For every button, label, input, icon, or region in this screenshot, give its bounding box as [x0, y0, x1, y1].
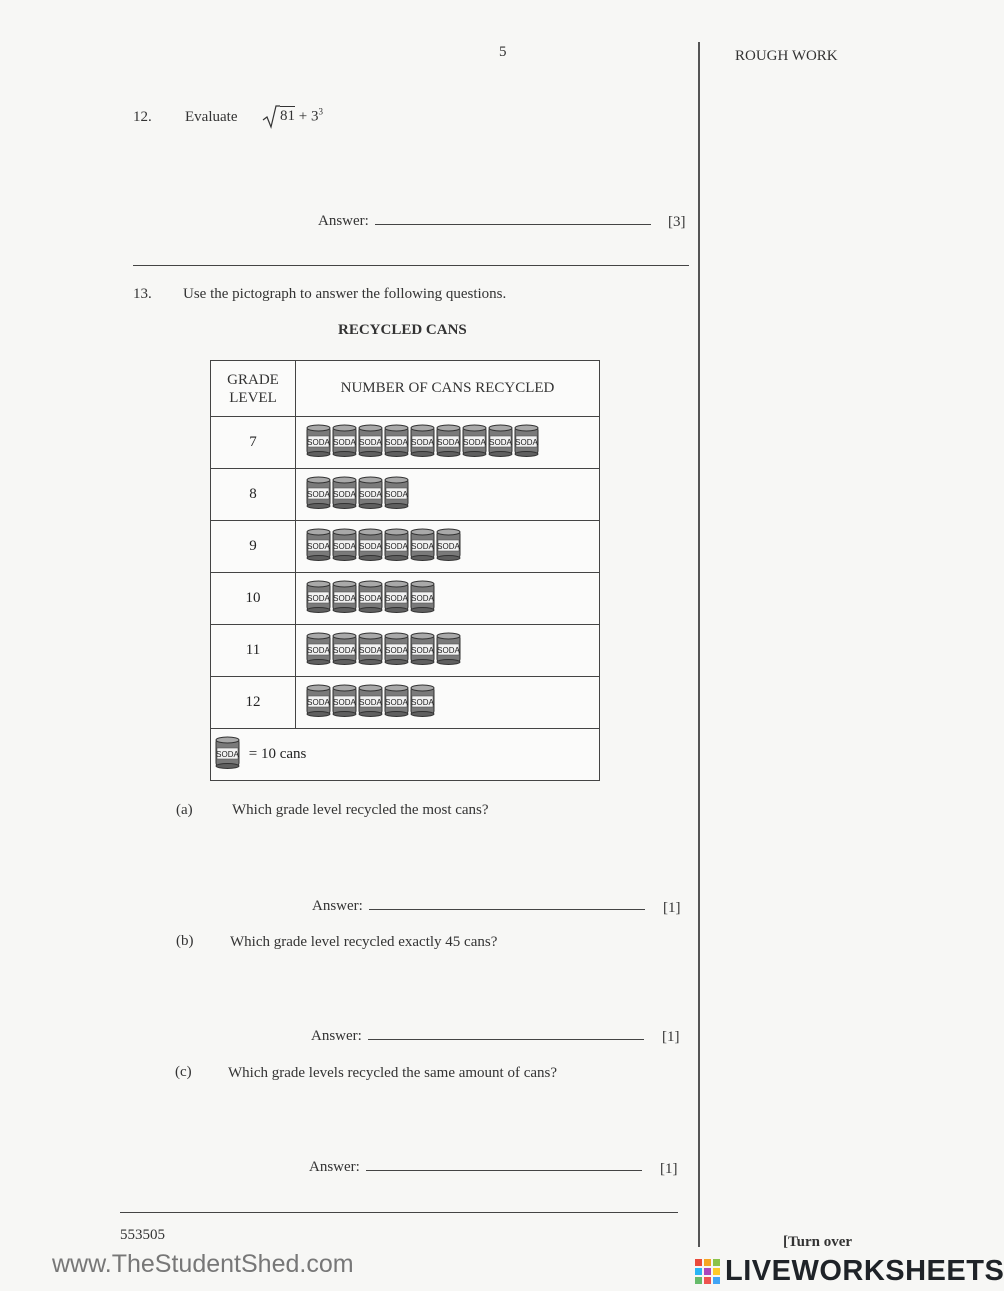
svg-text:SODA: SODA — [307, 437, 330, 447]
turn-over-text: [Turn over — [783, 1234, 853, 1250]
svg-text:SODA: SODA — [333, 541, 356, 551]
section-divider — [133, 265, 689, 266]
margin-divider — [698, 42, 700, 1247]
svg-text:SODA: SODA — [307, 541, 330, 551]
svg-text:SODA: SODA — [333, 437, 356, 447]
grade-level-cell: 8 — [211, 469, 296, 521]
svg-text:SODA: SODA — [307, 489, 330, 499]
svg-text:SODA: SODA — [385, 645, 408, 655]
q12-answer-line[interactable] — [375, 212, 651, 225]
svg-text:SODA: SODA — [463, 437, 486, 447]
svg-text:SODA: SODA — [411, 697, 434, 707]
part-b-answer-line[interactable] — [368, 1027, 644, 1040]
svg-text:SODA: SODA — [515, 437, 538, 447]
soda-can-icon — [306, 528, 331, 566]
chart-title: RECYCLED CANS — [338, 322, 467, 338]
soda-can-icon — [306, 580, 331, 618]
soda-can-icon — [332, 528, 357, 566]
svg-text:SODA: SODA — [359, 541, 382, 551]
q12-expression — [262, 104, 323, 130]
part-c-answer-line[interactable] — [366, 1158, 642, 1171]
svg-text:SODA: SODA — [411, 593, 434, 603]
soda-can-icon — [410, 684, 435, 722]
svg-text:SODA: SODA — [385, 541, 408, 551]
q12-answer-row — [318, 212, 651, 230]
part-b-label: (b) — [176, 933, 194, 949]
soda-can-icon — [384, 424, 409, 462]
svg-text:SODA: SODA — [437, 645, 460, 655]
grade-level-cell: 12 — [211, 677, 296, 729]
svg-text:SODA: SODA — [385, 489, 408, 499]
key-text: = 10 cans — [248, 745, 307, 762]
part-c-label: (c) — [175, 1064, 192, 1080]
cans-recycled-header: NUMBER OF CANS RECYCLED — [296, 361, 600, 417]
svg-text:SODA: SODA — [437, 541, 460, 551]
svg-text:SODA: SODA — [333, 645, 356, 655]
sqrt-symbol-icon — [262, 104, 280, 130]
svg-text:SODA: SODA — [489, 437, 512, 447]
soda-can-icon — [358, 580, 383, 618]
half-soda-can-icon — [410, 580, 434, 618]
grade-level-cell: 10 — [211, 573, 296, 625]
q12-exponent: 3 — [318, 106, 323, 117]
grade-level-cell: 9 — [211, 521, 296, 573]
pictograph-row — [211, 573, 600, 625]
part-a-answer-line[interactable] — [369, 897, 645, 910]
soda-can-icon — [306, 424, 331, 462]
soda-can-icon — [358, 684, 383, 722]
soda-can-icon — [306, 684, 331, 722]
part-c-question: Which grade levels recycled the same amount of cans? — [228, 1065, 558, 1081]
part-b-answer-row — [311, 1027, 644, 1045]
soda-can-icon — [384, 528, 409, 566]
rough-work-heading: ROUGH WORK — [735, 48, 838, 64]
liveworksheets-brand: LIVEWORKSHEETS — [725, 1255, 1004, 1287]
pictograph-table — [210, 360, 600, 781]
pictograph-row — [211, 625, 600, 677]
svg-text:SODA: SODA — [359, 697, 382, 707]
soda-can-icon — [436, 424, 461, 462]
page-number: 5 — [499, 44, 507, 60]
q12-plus-term: + 3 — [298, 108, 319, 125]
cans-cell — [296, 677, 600, 729]
pictograph-row — [211, 677, 600, 729]
q13-number: 13. — [133, 286, 152, 302]
site-url-text: www.TheStudentShed.com — [52, 1250, 354, 1278]
pictograph-header-row — [211, 361, 600, 417]
svg-text:SODA: SODA — [411, 437, 434, 447]
q12-radicand: 81 — [280, 108, 295, 125]
soda-can-icon — [436, 528, 461, 566]
soda-can-icon — [358, 424, 383, 462]
soda-can-icon — [306, 632, 331, 670]
svg-text:SODA: SODA — [307, 645, 330, 655]
q12-answer-label: Answer: — [318, 213, 369, 229]
svg-text:SODA: SODA — [411, 645, 434, 655]
svg-text:SODA: SODA — [307, 593, 330, 603]
pictograph-row — [211, 417, 600, 469]
soda-can-icon — [384, 632, 409, 670]
part-a-question: Which grade level recycled the most cans? — [232, 802, 489, 818]
cans-cell — [296, 625, 600, 677]
soda-can-key-icon — [215, 736, 240, 774]
svg-text:SODA: SODA — [385, 697, 408, 707]
soda-can-icon — [384, 476, 409, 514]
soda-can-icon — [358, 528, 383, 566]
grade-level-cell: 11 — [211, 625, 296, 677]
soda-can-icon — [332, 424, 357, 462]
part-b-question: Which grade level recycled exactly 45 cans? — [230, 934, 498, 950]
soda-can-icon — [462, 424, 487, 462]
part-a-answer-label: Answer: — [312, 898, 363, 914]
pictograph-row — [211, 521, 600, 573]
cans-cell — [296, 417, 600, 469]
bottom-divider — [120, 1212, 678, 1213]
svg-text:SODA: SODA — [385, 593, 408, 603]
svg-text:SODA: SODA — [359, 645, 382, 655]
soda-can-icon — [410, 632, 435, 670]
q12-marks: [3] — [668, 214, 686, 230]
q13-prompt: Use the pictograph to answer the following questions. — [183, 286, 507, 302]
part-a-marks: [1] — [663, 900, 681, 916]
pictograph-key-row — [211, 729, 600, 781]
soda-can-icon — [384, 580, 409, 618]
part-a-label: (a) — [176, 802, 193, 818]
soda-can-icon — [384, 684, 409, 722]
svg-text:SODA: SODA — [359, 593, 382, 603]
part-b-answer-label: Answer: — [311, 1028, 362, 1044]
soda-can-icon — [514, 424, 539, 462]
soda-can-icon — [488, 424, 513, 462]
svg-text:SODA: SODA — [216, 749, 239, 759]
soda-can-icon — [358, 632, 383, 670]
soda-can-icon — [410, 528, 435, 566]
soda-can-icon — [332, 684, 357, 722]
cans-cell — [296, 573, 600, 625]
svg-text:SODA: SODA — [359, 437, 382, 447]
part-a-answer-row — [312, 897, 645, 915]
svg-text:SODA: SODA — [333, 489, 356, 499]
soda-can-icon — [410, 424, 435, 462]
pictograph-row — [211, 469, 600, 521]
soda-can-icon — [358, 476, 383, 514]
q12-prompt: Evaluate — [185, 109, 238, 125]
svg-text:SODA: SODA — [411, 541, 434, 551]
svg-text:SODA: SODA — [333, 697, 356, 707]
grade-level-cell: 7 — [211, 417, 296, 469]
soda-can-icon — [436, 632, 461, 670]
liveworksheets-logo — [695, 1255, 1004, 1288]
soda-can-icon — [332, 476, 357, 514]
grade-level-header: GRADE LEVEL — [211, 361, 296, 417]
part-b-marks: [1] — [662, 1029, 680, 1045]
part-c-answer-label: Answer: — [309, 1159, 360, 1175]
q12-number: 12. — [133, 109, 152, 125]
svg-text:SODA: SODA — [359, 489, 382, 499]
part-c-marks: [1] — [660, 1161, 678, 1177]
svg-text:SODA: SODA — [333, 593, 356, 603]
svg-text:SODA: SODA — [385, 437, 408, 447]
svg-text:SODA: SODA — [437, 437, 460, 447]
paper-code: 553505 — [120, 1227, 165, 1243]
svg-text:SODA: SODA — [307, 697, 330, 707]
soda-can-icon — [306, 476, 331, 514]
soda-can-icon — [332, 632, 357, 670]
cans-cell — [296, 521, 600, 573]
liveworksheets-logo-icon — [695, 1259, 721, 1285]
part-c-answer-row — [309, 1158, 642, 1176]
soda-can-icon — [332, 580, 357, 618]
cans-cell — [296, 469, 600, 521]
